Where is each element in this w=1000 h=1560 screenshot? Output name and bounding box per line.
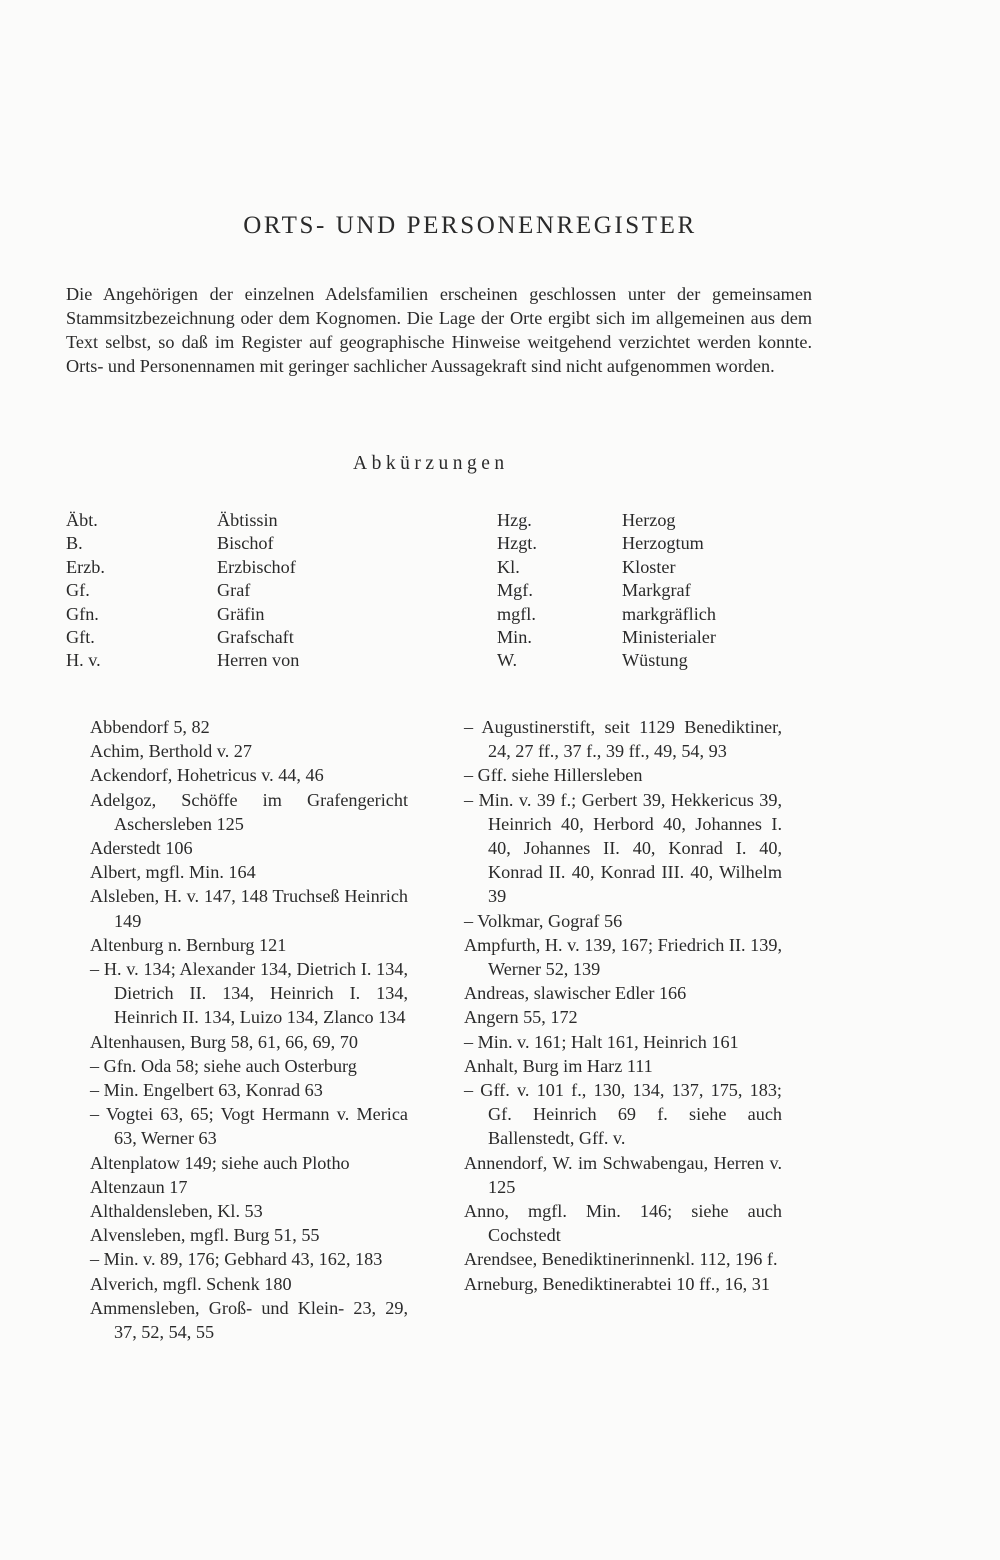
abbreviations-heading: Abkürzungen <box>353 453 509 474</box>
index-entry: Arendsee, Benediktinerinnenkl. 112, 196 f. <box>464 1249 778 1270</box>
index-entry: Ammensleben, Groß- und Klein- 23, 29, 37, 52, 54, 55 <box>90 1297 408 1343</box>
abbr-meaning: Grafschaft <box>217 627 294 648</box>
index-entry: – Min. v. 39 f.; Gerbert 39, Hekkericus 39, Heinrich 40, Herbord 40, Johannes I. 40, Johannes II. 40, Konrad I. 40, Konrad II. 40, Konrad III. 40, Wilhelm 39 <box>464 789 782 907</box>
abbr-term: Gft. <box>66 627 95 648</box>
index-entry: Altenplatow 149; siehe auch Plotho <box>90 1152 350 1173</box>
abbr-meaning: Gräfin <box>217 603 265 624</box>
index-entry: Angern 55, 172 <box>464 1007 578 1028</box>
index-column-left <box>90 715 408 1344</box>
index-entry: Ackendorf, Hohetricus v. 44, 46 <box>90 765 324 786</box>
abbr-meaning: Bischof <box>217 533 274 554</box>
abbr-meaning: Kloster <box>622 556 676 577</box>
index-entry: – Gff. v. 101 f., 130, 134, 137, 175, 183; Gf. Heinrich 69 f. siehe auch Ballenstedt, Gff. v. <box>464 1080 782 1149</box>
index-entry: Annendorf, W. im Schwabengau, Herren v. 125 <box>464 1152 782 1197</box>
index-entry: Altenburg n. Bernburg 121 <box>90 934 287 955</box>
abbr-term: Hzgt. <box>497 533 537 554</box>
abbr-term: Hzg. <box>497 510 532 530</box>
abbr-term: Min. <box>497 627 532 648</box>
abbr-meaning: Markgraf <box>622 580 691 601</box>
index-entry: – H. v. 134; Alexander 134, Dietrich I. 134, Dietrich II. 134, Heinrich I. 134, Heinrich II. 134, Luizo 134, Zlanco 134 <box>90 959 408 1028</box>
index-entry: Aderstedt 106 <box>90 838 193 859</box>
index-entry: Abbendorf 5, 82 <box>90 717 210 737</box>
index-entry: – Min. v. 161; Halt 161, Heinrich 161 <box>464 1031 739 1052</box>
abbr-term: mgfl. <box>497 603 536 624</box>
index-entry: Altenzaun 17 <box>90 1176 188 1197</box>
abbr-column-4 <box>622 509 716 673</box>
index-entry: – Gff. siehe Hillersleben <box>464 765 643 786</box>
abbr-term: H. v. <box>66 650 101 671</box>
abbr-meaning: Herren von <box>217 650 300 671</box>
abbr-meaning: Herzog <box>622 510 676 530</box>
index-entry: – Min. v. 89, 176; Gebhard 43, 162, 183 <box>90 1249 383 1270</box>
index-entry: – Min. Engelbert 63, Konrad 63 <box>90 1080 323 1101</box>
index-entry: Adelgoz, Schöffe im Grafengericht Aschersleben 125 <box>90 789 408 834</box>
abbr-term: Äbt. <box>66 510 98 530</box>
abbr-column-2 <box>217 509 299 673</box>
abbr-term: W. <box>497 650 518 671</box>
index-entry: Anhalt, Burg im Harz 111 <box>464 1055 653 1076</box>
abbr-meaning: Graf <box>217 580 251 601</box>
intro-paragraph: Die Angehörigen der einzelnen Adelsfamilien erscheinen geschlossen unter der gemeinsamen Stammsitzbezeichnung oder dem Kognomen. Die Lage der Orte ergibt sich im allgemeinen aus dem Text selbst, so daß im Register auf geographische Hinweise weitgehend verzichtet werden konnte. Orts- und Personennamen mit geringer sachlicher Aussagekraft sind nicht aufgenommen worden. <box>66 284 812 376</box>
index-entry: Alvensleben, mgfl. Burg 51, 55 <box>90 1225 320 1246</box>
abbr-term: Gf. <box>66 580 90 601</box>
abbr-meaning: Ministerialer <box>622 627 716 648</box>
abbr-term: Erzb. <box>66 556 105 577</box>
index-entry: – Volkmar, Gograf 56 <box>464 910 623 931</box>
abbr-meaning: markgräflich <box>622 603 716 624</box>
index-entry: – Gfn. Oda 58; siehe auch Osterburg <box>90 1055 357 1076</box>
index-entry: Altenhausen, Burg 58, 61, 66, 69, 70 <box>90 1031 358 1052</box>
index-entry: Andreas, slawischer Edler 166 <box>464 983 687 1004</box>
index-entry: – Augustinerstift, seit 1129 Benediktiner, 24, 27 ff., 37 f., 39 ff., 49, 54, 93 <box>464 717 782 762</box>
index-entry: Achim, Berthold v. 27 <box>90 741 252 762</box>
index-entry: – Vogtei 63, 65; Vogt Hermann v. Merica 63, Werner 63 <box>90 1104 408 1149</box>
abbr-term: Mgf. <box>497 580 533 601</box>
index-entry: Anno, mgfl. Min. 146; siehe auch Cochstedt <box>464 1201 782 1246</box>
abbr-term: B. <box>66 533 83 554</box>
abbr-meaning: Erzbischof <box>217 556 296 577</box>
index-column-right <box>464 715 782 1296</box>
abbr-term: Gfn. <box>66 603 99 624</box>
index-entry: Ampfurth, H. v. 139, 167; Friedrich II. 139, Werner 52, 139 <box>464 934 782 980</box>
index-entry: Alsleben, H. v. 147, 148 Truchseß Heinrich 149 <box>90 886 408 931</box>
abbr-term: Kl. <box>497 556 520 577</box>
index-entry: Albert, mgfl. Min. 164 <box>90 862 256 883</box>
abbr-meaning: Herzogtum <box>622 533 704 554</box>
abbr-meaning: Wüstung <box>622 650 688 671</box>
index-entry: Alverich, mgfl. Schenk 180 <box>90 1273 292 1294</box>
abbr-meaning: Äbtissin <box>217 510 278 530</box>
index-entry: Althaldensleben, Kl. 53 <box>90 1201 263 1222</box>
index-entry: Arneburg, Benediktinerabtei 10 ff., 16, 31 <box>464 1273 770 1294</box>
abbr-column-3 <box>497 509 537 673</box>
abbr-column-1 <box>66 509 105 673</box>
page-title: ORTS- UND PERSONENREGISTER <box>243 212 697 239</box>
